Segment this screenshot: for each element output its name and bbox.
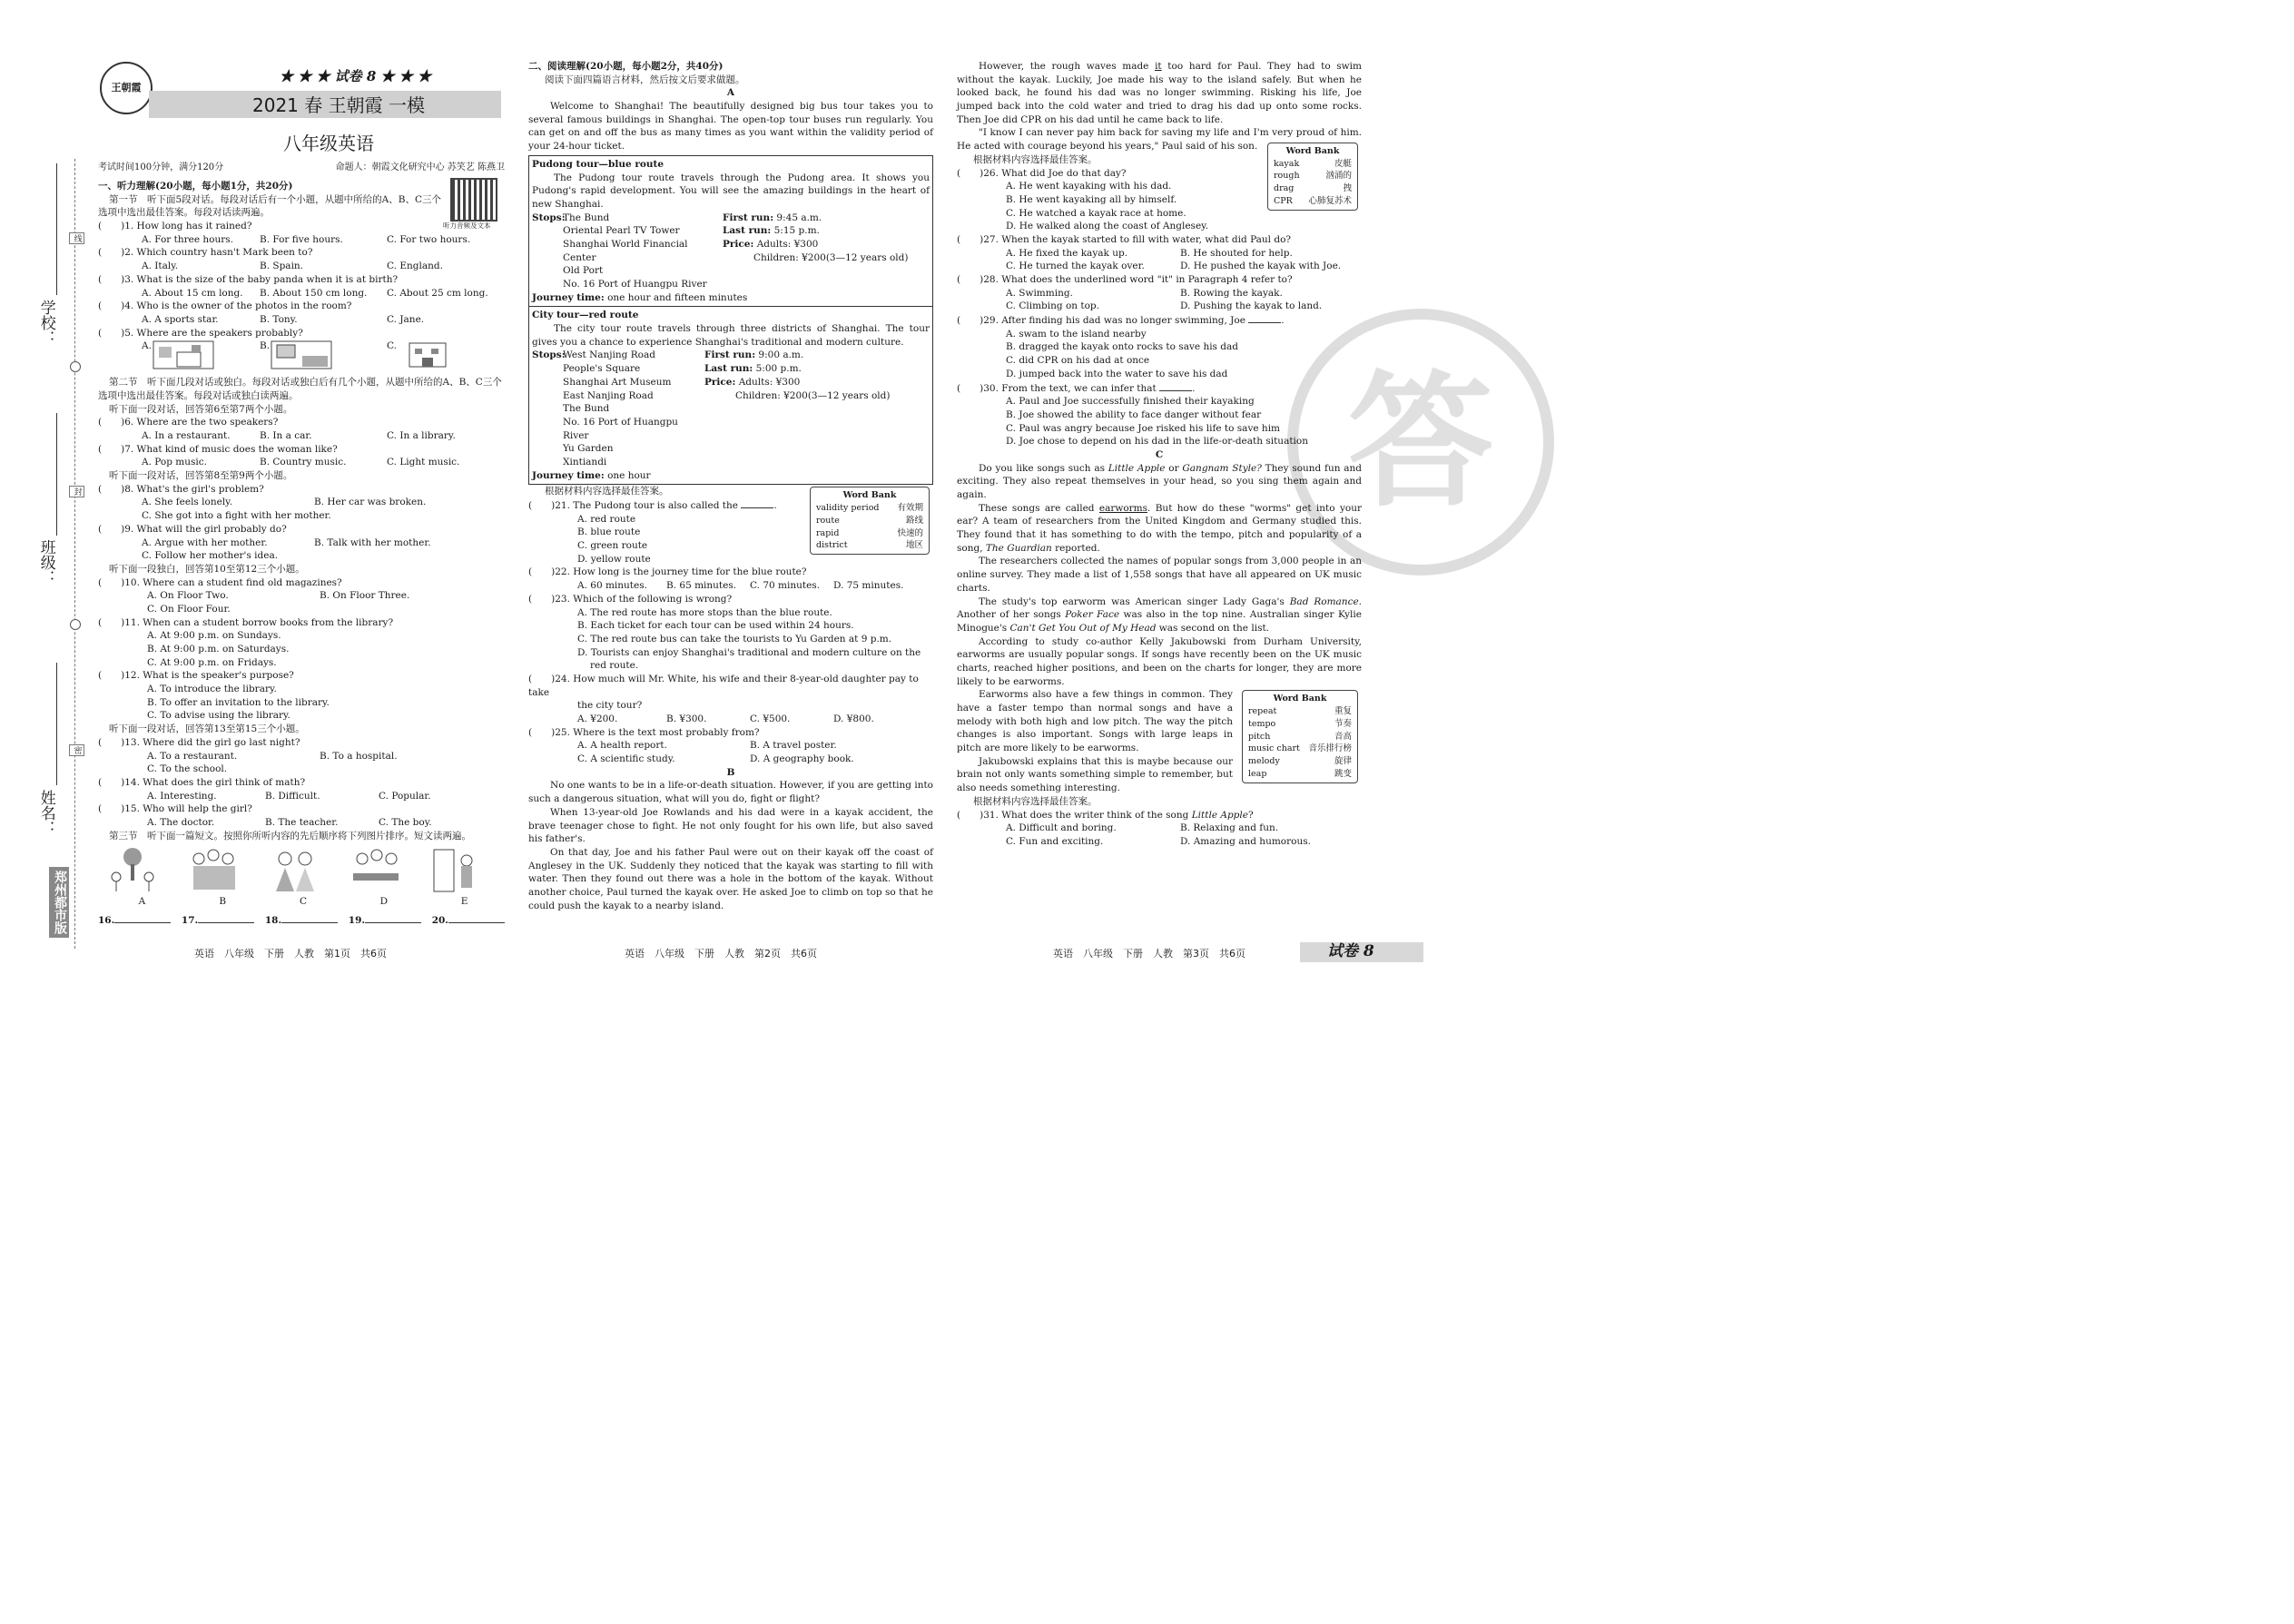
option[interactable]: A. He fixed the kayak up. [1006, 247, 1128, 259]
answer-blank-16[interactable]: 16. [98, 914, 171, 928]
people-sitting-icon [267, 846, 323, 895]
column-1 [98, 54, 505, 928]
question-25: ( )25. Where is the text most probably from? A. A health report. B. A travel poster. C. A scientific study. D. A geography book. [528, 726, 933, 766]
option[interactable]: B. blue route [577, 527, 641, 538]
option[interactable]: C. She got into a fight with her mother. [142, 510, 331, 522]
question-30: ( )30. From the text, we can infer that . A. Paul and Joe successfully finished their kayaking B. Joe showed the ability to face danger without fear C. Paul was angry because Joe risked his life to save him D. Joe chose to depend on his dad in the life-or-death situation [957, 381, 1362, 448]
circle-mark-2 [70, 619, 81, 630]
answer-bracket[interactable]: ( ) [98, 443, 125, 455]
red-schedule: First run: 9:00 a.m. Last run: 5:00 p.m. Price: Adults: ¥300 Children: ¥200(3—12 years old) [704, 349, 891, 401]
option[interactable]: B. For five hours. [260, 233, 343, 245]
passage-a-choose: 根据材料内容选择最佳答案。 [545, 486, 669, 497]
picture-b[interactable]: B [186, 846, 259, 909]
subject-title: 八年级英语 [283, 133, 374, 154]
question-3: ( )3. What is the size of the baby panda when it is at birth? A. About 15 cm long. B. About 150 cm long. C. About 25 cm long. [98, 273, 505, 300]
word-bank-a: Word Bank validity period 有效期 route 路线 rapid 快速的 district 地区 [810, 487, 930, 555]
logo-emblem [100, 62, 153, 114]
option[interactable]: A. Swimming. [1006, 287, 1073, 299]
answer-bracket[interactable]: ( ) [957, 809, 984, 821]
option[interactable]: A. At 9:00 p.m. on Sundays. [147, 630, 281, 642]
question-27: ( )27. When the kayak started to fill with water, what did Paul do? A. He fixed the kayak up. B. He shouted for help. C. He turned the kayak over. D. He pushed the kayak with Joe. [957, 233, 1362, 273]
option[interactable]: A. Pop music. [142, 457, 207, 468]
q7-options [98, 456, 505, 469]
question-11: ( )11. When can a student borrow books from the library? A. At 9:00 p.m. on Sundays. B. At 9:00 p.m. on Saturdays. C. At 9:00 p.m. on Fridays. [98, 616, 505, 670]
person-at-door-icon [428, 846, 485, 895]
q28-options [957, 287, 1362, 300]
passage-b-p3: On that day, Joe and his father Paul were out on their kayak off the coast of Anglesey in the UK. Suddenly they noticed that the kayak was starting to fill with water. Then they found out there was a hole in the bottom of the kayak. Without another choice, Paul turned the kayak over. He asked Joe to climb on top so that he could push the kayak to a nearby island. [528, 846, 933, 911]
option[interactable]: A. Interesting. [147, 790, 217, 802]
underlined-it: it [1155, 61, 1162, 72]
option[interactable]: C. Light music. [387, 457, 460, 468]
seal-mark-secret: 密 [69, 744, 84, 756]
kids-planting-tree-icon [105, 846, 162, 895]
option[interactable]: C. The boy. [379, 816, 432, 828]
option[interactable]: C. He watched a kayak race at home. [1006, 207, 1186, 219]
option[interactable]: C. For two hours. [387, 233, 471, 245]
option[interactable]: B. At 9:00 p.m. on Saturdays. [147, 644, 290, 655]
reading-instr: 阅读下面四篇语言材料，然后按文后要求做题。 [545, 74, 745, 85]
q1-options [98, 233, 505, 247]
answer-bracket[interactable]: ( ) [957, 167, 984, 179]
question-7: ( )7. What kind of music does the woman like? A. Pop music. B. Country music. C. Light music. [98, 443, 505, 469]
question-28: ( )28. What does the underlined word "it" in Paragraph 4 refer to? A. Swimming. B. Rowing the kayak. C. Climbing on top. D. Pushing the kayak to land. [957, 273, 1362, 313]
question-5: ( )5. Where are the speakers probably? A. B. C. [98, 327, 505, 375]
option[interactable]: A. For three hours. [142, 233, 234, 245]
listening-part3-instr: 第三节 听下面一篇短文。按照你所听内容的先后顺序将下列图片排序。短文读两遍。 [109, 830, 471, 842]
option[interactable]: B. In a car. [260, 430, 312, 441]
passage-a-intro: Welcome to Shanghai! The beautifully designed big bus tour takes you to several famous buildings in Shanghai. The open-top tour buses run regularly. You can get on and off the bus as many times as you want within the validity period of your 24-hour ticket. [528, 101, 933, 153]
blue-journey: Journey time: one hour and fifteen minutes [532, 291, 748, 303]
seal-mark-seal: 封 [69, 486, 84, 497]
option[interactable]: C. At 9:00 p.m. on Fridays. [147, 656, 277, 668]
word-bank-b: Word Bank kayak 皮艇 rough 汹涌的 drag 拽 CPR 心肺复苏术 [1267, 143, 1358, 211]
red-route-desc: The city tour route travels through three districts of Shanghai. The tour gives you a chance to experience Shanghai's traditional and modern culture. [532, 323, 930, 348]
office-scene-icon [152, 340, 215, 370]
option[interactable]: D. He walked along the coast of Anglesey. [1006, 221, 1209, 232]
option[interactable]: B. Tony. [260, 313, 298, 325]
q9-options [98, 536, 505, 550]
option[interactable]: C. ¥500. [750, 714, 791, 724]
answer-bracket[interactable]: ( ) [98, 776, 125, 788]
answer-blank-20[interactable]: 20. [432, 914, 505, 928]
edition-badge: 郑州都市版 [49, 867, 69, 938]
option[interactable]: B. The teacher. [265, 816, 339, 828]
dashed-binding-line [74, 159, 75, 949]
option[interactable]: C. did CPR on his dad at once [1006, 355, 1150, 367]
exam-number: ★ ★ ★ 试卷 8 ★ ★ ★ [280, 68, 431, 84]
q31-options [957, 822, 1362, 835]
q27-options-2 [957, 260, 1362, 273]
circle-mark-1 [70, 361, 81, 372]
q6-options [98, 429, 505, 443]
option[interactable]: A. To a restaurant. [147, 750, 238, 762]
answer-blank[interactable] [1159, 381, 1192, 391]
blue-stops: Stops: The Bund Oriental Pearl TV Tower Shanghai World Financial Center Old Port No. 16 Port of Huangpu River [532, 212, 707, 290]
red-route-details [532, 349, 930, 468]
option[interactable]: B. Her car was broken. [314, 497, 427, 508]
option-continued: red route. [590, 660, 639, 672]
q10-options [98, 589, 505, 603]
question-12: ( )12. What is the speaker's purpose? A. To introduce the library. B. To offer an invitation to the library. C. To advise using the library. [98, 669, 505, 723]
option[interactable]: A. A health report. [577, 740, 667, 752]
option[interactable]: B. To offer an invitation to the library. [147, 696, 330, 708]
red-route-title: City tour—red route [532, 310, 639, 321]
answer-bracket[interactable]: ( ) [98, 327, 125, 339]
option[interactable]: A. The doctor. [147, 816, 215, 828]
question-15: ( )15. Who will help the girl? A. The doctor. B. The teacher. C. The boy. [98, 802, 505, 829]
answer-bracket[interactable]: ( ) [98, 616, 125, 628]
qr-caption: 听力音频及文本 [443, 221, 491, 230]
class-blank-line[interactable] [56, 413, 57, 536]
option[interactable]: A. Paul and Joe successfully finished their kayaking [1006, 396, 1255, 408]
option[interactable]: B. Talk with her mother. [314, 536, 431, 548]
option[interactable]: A. 60 minutes. [577, 580, 647, 592]
option[interactable]: B. He went kayaking all by himself. [1006, 193, 1177, 205]
answer-bracket[interactable]: ( ) [98, 417, 125, 428]
answer-bracket[interactable]: ( ) [98, 523, 125, 535]
section-listening-title: 一、听力理解(20小题，每小题1分，共20分) [98, 181, 293, 192]
answer-bracket[interactable]: ( ) [98, 273, 125, 285]
option[interactable]: A. On Floor Two. [147, 590, 229, 602]
exam-title: 2021 春 王朝霞 一模 [252, 94, 425, 116]
option[interactable]: C. He turned the kayak over. [1006, 261, 1145, 272]
option[interactable]: C. Climbing on top. [1006, 300, 1099, 312]
dialogue-8-9-instr: 听下面一段对话，回答第8至第9两个小题。 [109, 470, 293, 482]
option[interactable]: A. Difficult and boring. [1006, 822, 1117, 834]
option[interactable]: B. On Floor Three. [320, 590, 410, 602]
answer-bracket[interactable]: ( ) [957, 382, 984, 394]
q4-options [98, 313, 505, 327]
option[interactable]: C. Follow her mother's idea. [142, 550, 279, 562]
option[interactable]: D. Amazing and humorous. [1180, 835, 1311, 847]
question-21: ( )21. The Pudong tour is also called the . A. red route B. blue route C. green route D. yellow route [528, 498, 933, 566]
passage-b-p2: When 13-year-old Joe Rowlands and his dad were in a kayak accident, the brave teenager chose to fight. He not only fought for his own life, but also saved his father's. [528, 806, 933, 845]
option-c-picture[interactable]: C. [387, 340, 460, 374]
answer-bracket[interactable]: ( ) [98, 576, 125, 588]
dialogue-6-7-instr: 听下面一段对话，回答第6至第7两个小题。 [109, 403, 293, 415]
option[interactable]: A. swam to the island nearby [1006, 328, 1147, 340]
passage-c-p7: Jakubowski explains that this is maybe because our brain not only wants something simple to remember, but also needs something interesting. [957, 755, 1233, 794]
question-13: ( )13. Where did the girl go last night? A. To a restaurant. B. To a hospital. C. To the school. [98, 736, 505, 776]
exam-header [98, 54, 505, 165]
answer-blank-19[interactable]: 19. [349, 914, 421, 928]
exam-badge: 试卷 8 [1327, 942, 1374, 960]
option-b-picture[interactable]: B. [260, 340, 387, 374]
answer-bracket[interactable]: ( ) [957, 315, 984, 327]
q31-options-2 [957, 835, 1362, 849]
passage-c-p6: Earworms also have a few things in common. They have a faster tempo than normal songs and have a melody with both high and low pitch. The way the pitch changes is also important. Songs with large leaps in pitch are more likely to be earworms. [957, 689, 1233, 754]
question-4: ( )4. Who is the owner of the photos in the room? A. A sports star. B. Tony. C. Jane. [98, 300, 505, 326]
question-2: ( )2. Which country hasn't Mark been to? A. Italy. B. Spain. C. England. [98, 246, 505, 272]
question-10: ( )10. Where can a student find old magazines? A. On Floor Two. B. On Floor Three. C. On Floor Four. [98, 576, 505, 616]
passage-c-p4: The study's top earworm was American singer Lady Gaga's Bad Romance. Another of her songs Poker Face was also in the top nine. Australian singer Kylie Minogue's Can't Get You Out of My Head was second on the list. [957, 595, 1363, 634]
question-29: ( )29. After finding his dad was no longer swimming, Joe . A. swam to the island nearby B. dragged the kayak onto rocks to save his dad C. did CPR on his dad at once D. jumped back into the water to save his dad [957, 313, 1362, 380]
answer-blank-18[interactable]: 18. [265, 914, 338, 928]
option[interactable]: D. 75 minutes. [833, 580, 904, 592]
answer-bracket[interactable]: ( ) [957, 274, 984, 285]
option[interactable]: C. To the school. [147, 763, 228, 775]
passage-b-choose: 根据材料内容选择最佳答案。 [973, 153, 1098, 165]
question-14: ( )14. What does the girl think of math? A. Interesting. B. Difficult. C. Popular. [98, 776, 505, 802]
question-24: ( )24. How much will Mr. White, his wife and their 8-year-old daughter pay to take the city tour? A. ¥200. B. ¥300. C. ¥500. D. ¥800. [528, 673, 933, 726]
blue-route-details [532, 212, 930, 291]
option[interactable]: C. The red route bus can take the tourists to Yu Garden at 9 p.m. [577, 633, 892, 645]
q24-options [528, 713, 933, 726]
answer-bracket[interactable]: ( ) [528, 500, 556, 511]
blue-route-desc: The Pudong tour route travels through the Pudong area. It shows you Pudong's rapid development. You will see the amazing buildings in the heart of new Shanghai. [532, 172, 930, 210]
passage-c-label: C [1155, 448, 1164, 460]
option[interactable]: B. Difficult. [265, 790, 320, 802]
q25-options-2 [528, 753, 933, 766]
question-9: ( )9. What will the girl probably do? A. Argue with her mother. B. Talk with her mother. C. Follow her mother's idea. [98, 523, 505, 563]
option[interactable]: A. In a restaurant. [142, 430, 231, 441]
school-blank-line[interactable] [56, 163, 57, 295]
option[interactable]: B. To a hospital. [320, 750, 398, 762]
passage-b-label: B [726, 766, 735, 778]
option[interactable]: B. Country music. [260, 457, 347, 468]
answer-bracket[interactable]: ( ) [957, 233, 984, 245]
watermark-seal: 答 [1287, 309, 1423, 572]
passage-a-label: A [726, 87, 735, 99]
q14-options [98, 790, 505, 803]
question-8: ( )8. What's the girl's problem? A. She feels lonely. B. Her car was broken. C. She got into a fight with her mother. [98, 483, 505, 523]
name-blank-line[interactable] [56, 663, 57, 785]
passage-b-p5: "I know I can never pay him back for saving my life and I'm very proud of him. He acted with courage beyond his years," Paul said of his son. [957, 127, 1362, 153]
class-label: 班级： [36, 539, 55, 586]
option[interactable]: C. 70 minutes. [750, 580, 821, 592]
option[interactable]: B. Each ticket for each tour can be used within 24 hours. [577, 620, 854, 632]
answer-bracket[interactable]: ( ) [98, 483, 125, 495]
option[interactable]: C. In a library. [387, 430, 456, 441]
answer-bracket[interactable]: ( ) [528, 566, 556, 578]
option[interactable]: D. jumped back into the water to save his dad [1006, 368, 1228, 379]
answer-bracket[interactable]: ( ) [98, 736, 125, 748]
picture-e[interactable]: E [428, 846, 501, 909]
option[interactable]: C. England. [387, 261, 443, 272]
passage-c-p3: The researchers collected the names of popular songs from 3,000 people in an online survey. They made a list of 1,558 songs that have all appeared on UK music charts. [957, 556, 1362, 594]
dialogue-13-15-instr: 听下面一段对话，回答第13至第15三个小题。 [109, 723, 305, 735]
option[interactable]: A. About 15 cm long. [142, 287, 243, 299]
red-journey: Journey time: one hour [532, 469, 651, 481]
q2-options [98, 260, 505, 273]
exam-info: 考试时间100分钟，满分120分 [98, 162, 224, 172]
option[interactable]: B. Spain. [260, 261, 304, 272]
option[interactable]: B. dragged the kayak onto rocks to save his dad [1006, 341, 1238, 353]
page-footer-2: 英语 八年级 下册 人教 第2页 共6页 [625, 948, 817, 960]
option[interactable]: B. He shouted for help. [1180, 247, 1293, 259]
option[interactable]: A. Argue with her mother. [142, 536, 268, 548]
option[interactable]: A. The red route has more stops than the blue route. [577, 606, 832, 618]
answer-bracket[interactable]: ( ) [98, 247, 125, 259]
option[interactable]: C. On Floor Four. [147, 603, 231, 615]
passage-c-choose: 根据材料内容选择最佳答案。 [973, 795, 1098, 807]
blue-route-title: Pudong tour—blue route [532, 158, 665, 170]
monologue-10-12-instr: 听下面一段独白，回答第10至第12三个小题。 [109, 563, 305, 575]
q8-options [98, 496, 505, 509]
exam-authors: 命题人：朝霞文化研究中心 苏笑艺 陈燕卫 [335, 162, 505, 172]
option[interactable]: C. Jane. [387, 313, 425, 325]
passage-c-p2: These songs are called earworms. But how do these "worms" get into your ear? A team of researchers from the United Kingdom and Germany studied this. They found that it has something to do with the tempo, pitch and popularity of a song, The Guardian reported. [957, 502, 1362, 554]
option[interactable]: D. ¥800. [833, 714, 874, 724]
option[interactable]: D. Joe chose to depend on his dad in the life-or-death situation [1006, 436, 1308, 448]
answer-bracket[interactable]: ( ) [528, 726, 556, 738]
question-22: ( )22. How long is the journey time for the blue route? A. 60 minutes. B. 65 minutes. C. 70 minutes. D. 75 minutes. [528, 566, 933, 592]
page-footer-3: 英语 八年级 下册 人教 第3页 共6页 [1053, 948, 1245, 960]
option[interactable]: A. Italy. [142, 261, 179, 272]
room-scene-icon [270, 340, 333, 370]
option[interactable]: B. ¥300. [666, 714, 707, 724]
option[interactable]: A. She feels lonely. [142, 497, 233, 508]
question-26: ( )26. What did Joe do that day? A. He went kayaking with his dad. B. He went kayaking all by himself. C. He watched a kayak race at home. D. He walked along the coast of Anglesey. [957, 167, 1362, 233]
school-label: 学校： [36, 300, 55, 346]
q22-options [528, 579, 933, 593]
question-1: ( )1. How long has it rained? A. For three hours. B. For five hours. C. For two hours. [98, 220, 505, 246]
answer-bracket[interactable]: ( ) [528, 593, 556, 605]
option[interactable]: C. To advise using the library. [147, 710, 290, 722]
picture-d[interactable]: D [348, 846, 420, 909]
question-6: ( )6. Where are the two speakers? A. In a restaurant. B. In a car. C. In a library. [98, 416, 505, 442]
option[interactable]: C. Fun and exciting. [1006, 835, 1104, 847]
picture-c[interactable]: C [267, 846, 340, 909]
answer-bracket[interactable]: ( ) [98, 221, 125, 232]
section-reading-title: 二、阅读理解(20小题，每小题2分，共40分) [528, 61, 724, 72]
building-scene-icon [397, 340, 460, 370]
q15-options [98, 816, 505, 830]
option[interactable]: A. A sports star. [142, 313, 219, 325]
option[interactable]: C. green route [577, 540, 648, 552]
option[interactable]: A. He went kayaking with his dad. [1006, 181, 1172, 192]
q27-options [957, 247, 1362, 261]
option-a-picture[interactable]: A. [142, 340, 260, 374]
kids-at-table-icon [348, 846, 404, 895]
option[interactable]: B. Rowing the kayak. [1180, 287, 1283, 299]
option[interactable]: C. A scientific study. [577, 753, 675, 765]
passage-b-p4: However, the rough waves made it too hard for Paul. They had to swim without the kayak. Luckily, Joe made his way to the island safely. But when he looked back, he found his dad was no longer swimming. Risking his life, Joe jumped back into the cold water and tried to drag his dad up onto some rocks. Then Joe did CPR on his dad until he came back to life. [957, 61, 1362, 125]
option[interactable]: D. Pushing the kayak to land. [1180, 300, 1323, 312]
q5-options [98, 340, 505, 374]
q3-options [98, 287, 505, 300]
q13-options [98, 750, 505, 763]
page-footer-1: 英语 八年级 下册 人教 第1页 共6页 [194, 948, 387, 960]
answer-bracket[interactable]: ( ) [98, 803, 125, 815]
blue-schedule: First run: 9:45 a.m. Last run: 5:15 p.m. Price: Adults: ¥300 Children: ¥200(3—12 years old) [723, 212, 909, 263]
option[interactable]: A. To introduce the library. [147, 684, 277, 695]
listening-part1-instr: 第一节 听下面5段对话。每段对话后有一个小题，从题中所给的A、B、C三个选项中选出最佳答案。每段对话读两遍。 [98, 193, 442, 219]
option[interactable]: D. Tourists can enjoy Shanghai's traditional and modern culture on the [577, 646, 921, 658]
answer-blank-17[interactable]: 17. [182, 914, 254, 928]
answer-blank[interactable] [741, 498, 773, 508]
option[interactable]: D. He pushed the kayak with Joe. [1180, 261, 1342, 272]
picture-a[interactable]: A [105, 846, 178, 909]
logo-text: 王朝霞 [111, 82, 142, 94]
option[interactable]: B. A travel poster. [750, 740, 837, 752]
option[interactable]: B. About 150 cm long. [260, 287, 368, 299]
option[interactable]: A. ¥200. [577, 714, 618, 724]
option[interactable]: C. Popular. [379, 790, 431, 802]
passage-b-p1: No one wants to be in a life-or-death situation. However, if you are getting into such a dangerous situation, what will you do, fight or flight? [528, 780, 933, 805]
red-stops: Stops: West Nanjing Road People's Square Shanghai Art Museum East Nanjing Road The Bund No. 16 Port of Huangpu River Yu Garden Xintiandi [532, 349, 678, 468]
question-31: ( )31. What does the writer think of the song Little Apple? A. Difficult and boring. B. Relaxing and fun. C. Fun and exciting. D. Amazing and humorous. [957, 809, 1362, 849]
seal-mark-line: 线 [69, 232, 84, 244]
answer-bracket[interactable]: ( ) [98, 300, 125, 312]
answer-bracket[interactable]: ( ) [528, 673, 556, 684]
option[interactable]: A. red route [577, 513, 636, 525]
word-bank-c: Word Bank repeat 重复 tempo 节奏 pitch 音高 music chart 音乐排行榜 melody 旋律 leap 跳变 [1242, 690, 1358, 782]
q25-options [528, 739, 933, 753]
listening-part2-instr: 第二节 听下面几段对话或独白。每段对话或独白后有几个小题，从题中所给的A、B、C三个选项中选出最佳答案。每段对话或独白读两遍。 [98, 377, 502, 401]
family-group-icon [186, 846, 242, 895]
qr-code[interactable] [450, 178, 497, 221]
passage-c-p1: Do you like songs such as Little Apple or Gangnam Style? They sound fun and exciting. They also repeat themselves in your head, so you sing them again and again. [957, 462, 1362, 500]
ordering-answer-row [98, 914, 505, 928]
question-23: ( )23. Which of the following is wrong? A. The red route has more stops than the blue route. B. Each ticket for each tour can be used within 24 hours. C. The red route bus can take the tourists to Yu Garden at 9 p.m. D. Tourists can enjoy Shanghai's traditional and modern culture on the red route. [528, 593, 933, 673]
passage-c-p5: According to study co-author Kelly Jakubowski from Durham University, earworms are usually popular songs. If songs have recently been on the UK music charts, reached higher positions, and been on the charts for longer, they are more likely to be earworms. [957, 635, 1362, 687]
option[interactable]: B. Relaxing and fun. [1180, 822, 1279, 834]
picture-row [98, 846, 505, 909]
binding-margin [0, 0, 91, 1008]
answer-blank[interactable] [1248, 313, 1281, 323]
option[interactable]: B. 65 minutes. [666, 580, 737, 592]
option[interactable]: D. yellow route [577, 553, 651, 565]
column-2 [528, 60, 933, 912]
tour-table [528, 155, 933, 486]
option[interactable]: C. About 25 cm long. [387, 287, 488, 299]
option[interactable]: D. A geography book. [750, 753, 854, 765]
answer-bracket[interactable]: ( ) [98, 670, 125, 682]
underlined-earworms: earworms [1098, 502, 1148, 514]
option[interactable]: B. Joe showed the ability to face danger without fear [1006, 408, 1262, 420]
option[interactable]: C. Paul was angry because Joe risked his life to save him [1006, 422, 1281, 434]
name-label: 姓名： [36, 790, 55, 836]
